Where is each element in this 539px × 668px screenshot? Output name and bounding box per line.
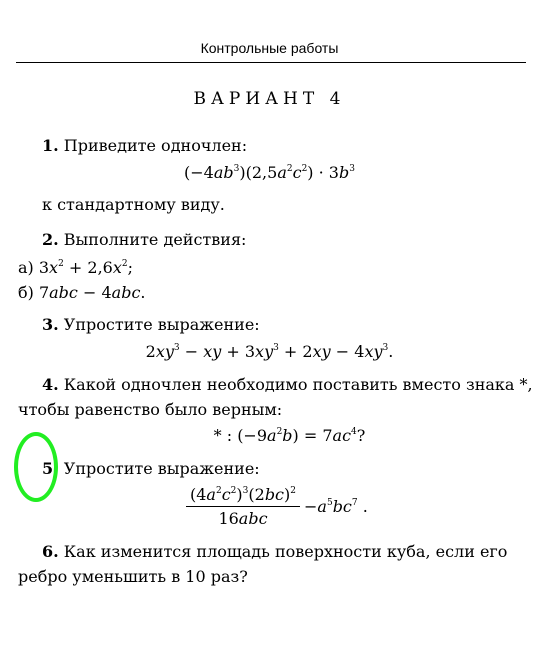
task-4-prompt: [42, 375, 533, 394]
task-1-number: 1.: [42, 136, 59, 155]
task-5-number: 5.: [42, 459, 59, 478]
variant-title: ВАРИАНТ 4: [193, 89, 346, 109]
task-5-fraction: [186, 485, 300, 528]
task-2-item-b: б) 7abc − 4abc.: [18, 283, 146, 302]
task-4-expression: * : $(-9a^2b) = 7ac^4$?: [213, 426, 366, 445]
task-2-number: 2.: [42, 230, 59, 249]
header-rule: [16, 62, 526, 63]
task-4-number: 4.: [42, 375, 59, 394]
task-5-denominator: 16abc: [218, 509, 268, 528]
task-4-line-1: Какой одночлен необходимо поставить вместо знака *,: [63, 375, 533, 394]
task-1-after: к стандартному виду.: [42, 195, 225, 214]
task-6-prompt: [42, 542, 507, 561]
task-1-text: Приведите одночлен:: [63, 136, 248, 155]
task-3-expression: $2xy^3$ − xy + $3xy^3 + 2xy - 4xy^3$.: [145, 342, 394, 361]
task-5-expression: [186, 485, 368, 528]
task-4-line-2: чтобы равенство было верным:: [18, 400, 283, 419]
task-2-text: Выполните действия:: [63, 230, 247, 249]
task-5-prompt: [42, 459, 260, 478]
task-6-line-2: ребро уменьшить в 10 раз?: [18, 567, 248, 586]
task-5-numerator: $(4a^2c^2)^3(2bc)^2$: [190, 485, 296, 504]
task-6-line-1: Как изменится площадь поверхности куба, если его: [63, 542, 508, 561]
task-1-expression: $(-4ab^3)(2,5a^2c^2) \cdot 3b^3$: [184, 163, 355, 182]
task-5-tail: $-a^5bc^7$ .: [304, 497, 368, 516]
task-2-item-a: а) $3x^2 + 2,6x^2$;: [18, 258, 133, 277]
task-1-prompt: [42, 136, 247, 155]
page-header: Контрольные работы: [200, 40, 339, 56]
green-circle-mark: [14, 432, 58, 502]
task-5-text: Упростите выражение:: [63, 459, 260, 478]
task-3-number: 3.: [42, 315, 59, 334]
task-3-text: Упростите выражение:: [63, 315, 260, 334]
task-3-prompt: [42, 315, 260, 334]
task-2-prompt: [42, 230, 246, 249]
task-6-number: 6.: [42, 542, 59, 561]
